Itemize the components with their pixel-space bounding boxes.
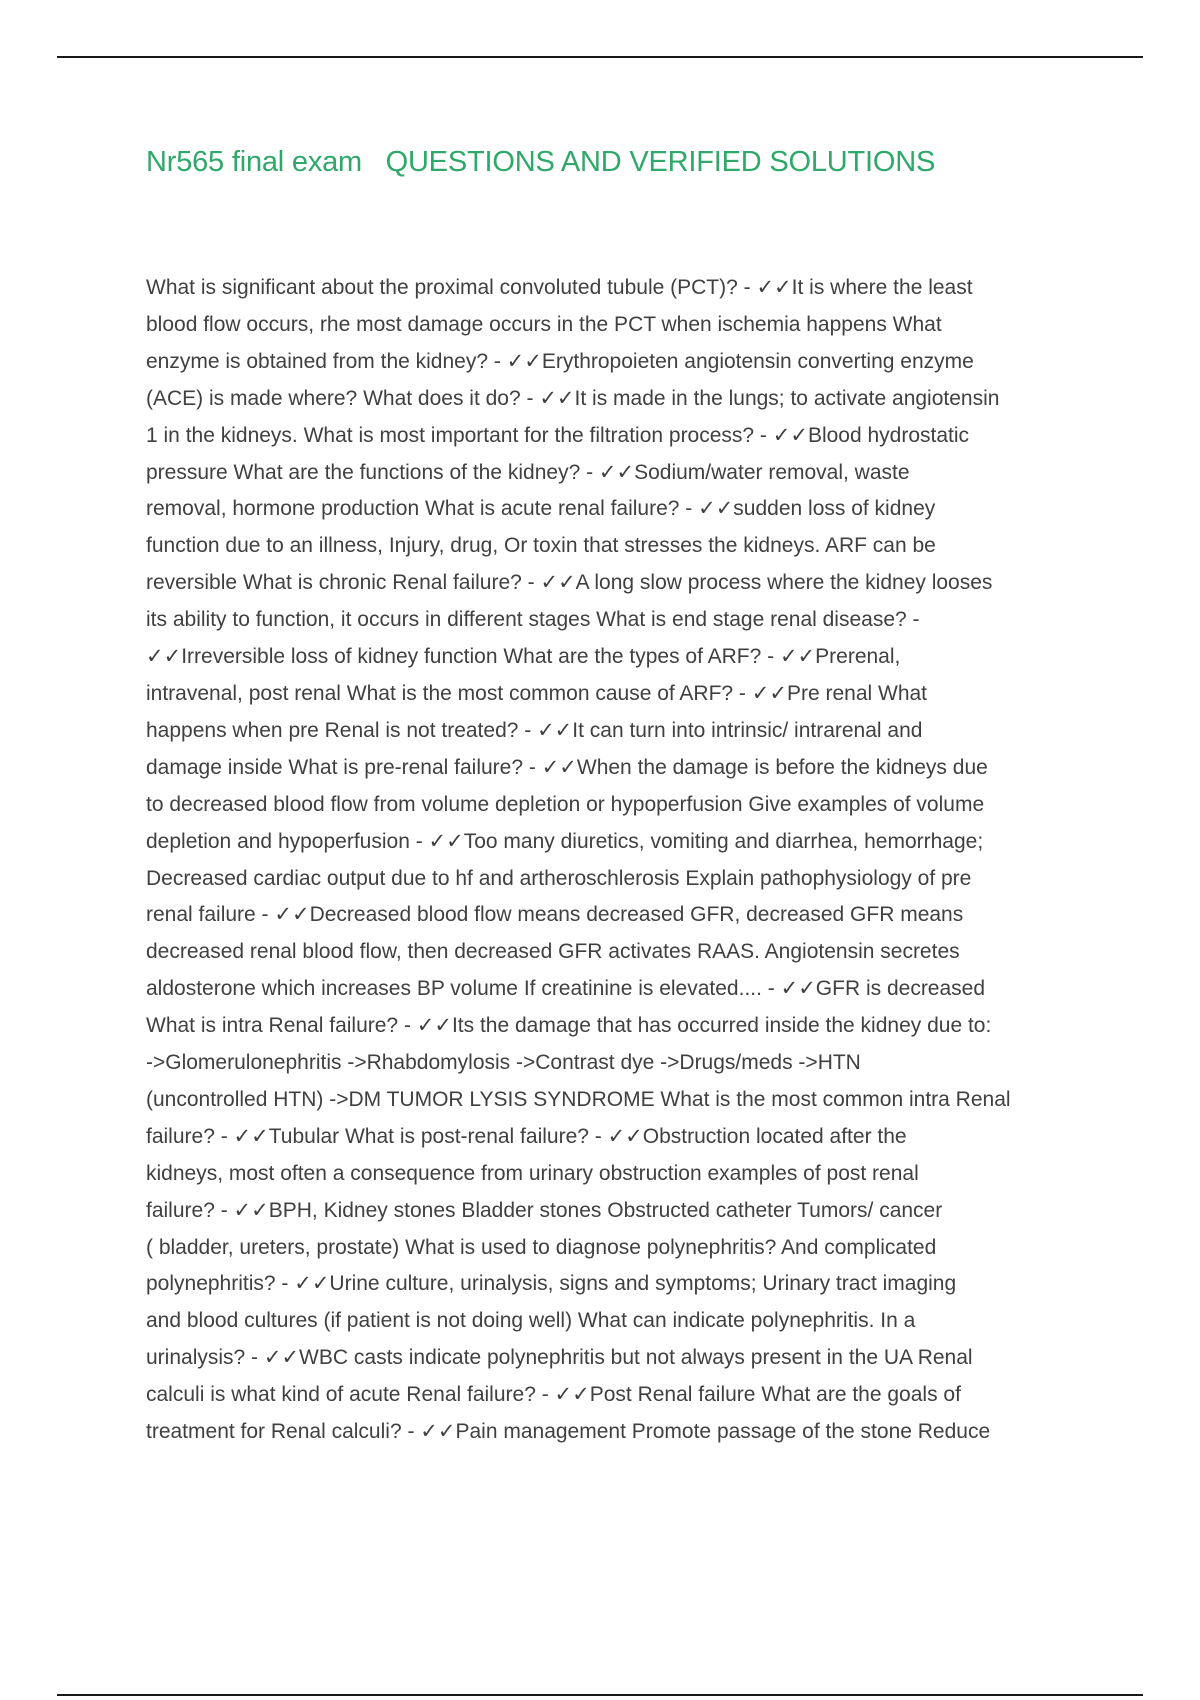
text-line: ->Glomerulonephritis ->Rhabdomylosis ->Contrast dye ->Drugs/meds ->HTN xyxy=(146,1051,861,1075)
text-line: function due to an illness, Injury, drug, Or toxin that stresses the kidneys. ARF can be xyxy=(146,534,936,558)
text-line: What is intra Renal failure? - ✓✓Its the damage that has occurred inside the kidney due to: xyxy=(146,1014,992,1038)
document-title: Nr565 final exam QUESTIONS AND VERIFIED SOLUTIONS xyxy=(146,146,936,178)
text-line: polynephritis? - ✓✓Urine culture, urinalysis, signs and symptoms; Urinary tract imaging xyxy=(146,1272,957,1296)
text-line: urinalysis? - ✓✓WBC casts indicate polynephritis but not always present in the UA Renal xyxy=(146,1346,973,1370)
text-line: its ability to function, it occurs in different stages What is end stage renal disease? - xyxy=(146,608,920,632)
text-line: intravenal, post renal What is the most common cause of ARF? - ✓✓Pre renal What xyxy=(146,681,928,705)
text-line: happens when pre Renal is not treated? - ✓✓It can turn into intrinsic/ intrarenal and xyxy=(146,718,923,742)
text-line: failure? - ✓✓Tubular What is post-renal failure? - ✓✓Obstruction located after the xyxy=(146,1124,907,1148)
text-line: pressure What are the functions of the kidney? - ✓✓Sodium/water removal, waste xyxy=(146,460,910,484)
text-line: enzyme is obtained from the kidney? - ✓✓Erythropoieten angiotensin converting enzyme xyxy=(146,349,974,373)
bottom-divider xyxy=(57,1694,1143,1696)
text-line: Decreased cardiac output due to hf and artheroschlerosis Explain pathophysiology of pre xyxy=(146,866,972,890)
text-line: treatment for Renal calculi? - ✓✓Pain management Promote passage of the stone Reduce xyxy=(146,1420,991,1444)
text-line: calculi is what kind of acute Renal failure? - ✓✓Post Renal failure What are the goals of xyxy=(146,1383,961,1407)
text-line: removal, hormone production What is acute renal failure? - ✓✓sudden loss of kidney xyxy=(146,497,936,521)
text-line: (uncontrolled HTN) ->DM TUMOR LYSIS SYNDROME What is the most common intra Renal xyxy=(146,1087,1011,1111)
text-line: reversible What is chronic Renal failure? - ✓✓A long slow process where the kidney looses xyxy=(146,571,993,595)
top-divider xyxy=(57,56,1143,58)
text-line: depletion and hypoperfusion - ✓✓Too many diuretics, vomiting and diarrhea, hemorrhage; xyxy=(146,829,984,853)
text-line: to decreased blood flow from volume depletion or hypoperfusion Give examples of volume xyxy=(146,792,985,816)
text-line: (ACE) is made where? What does it do? - ✓✓It is made in the lungs; to activate angiotensin xyxy=(146,386,1000,410)
text-line: 1 in the kidneys. What is most important for the filtration process? - ✓✓Blood hydrostatic xyxy=(146,423,970,447)
text-line: ( bladder, ureters, prostate) What is used to diagnose polynephritis? And complicated xyxy=(146,1235,937,1259)
text-line: blood flow occurs, rhe most damage occurs in the PCT when ischemia happens What xyxy=(146,312,942,336)
text-line: and blood cultures (if patient is not doing well) What can indicate polynephritis. In a xyxy=(146,1309,916,1333)
text-line: What is significant about the proximal convoluted tubule (PCT)? - ✓✓It is where the least xyxy=(146,276,973,299)
text-line: aldosterone which increases BP volume If creatinine is elevated.... - ✓✓GFR is decreased xyxy=(146,977,986,1001)
text-line: decreased renal blood flow, then decreased GFR activates RAAS. Angiotensin secretes xyxy=(146,940,960,964)
text-line: failure? - ✓✓BPH, Kidney stones Bladder stones Obstructed catheter Tumors/ cancer xyxy=(146,1198,943,1222)
document-body xyxy=(146,270,1088,1451)
text-line: damage inside What is pre-renal failure? - ✓✓When the damage is before the kidneys due xyxy=(146,755,988,779)
text-line: renal failure - ✓✓Decreased blood flow means decreased GFR, decreased GFR means xyxy=(146,903,964,927)
text-line: ✓✓Irreversible loss of kidney function What are the types of ARF? - ✓✓Prerenal, xyxy=(146,645,901,669)
text-line: kidneys, most often a consequence from urinary obstruction examples of post renal xyxy=(146,1161,919,1185)
